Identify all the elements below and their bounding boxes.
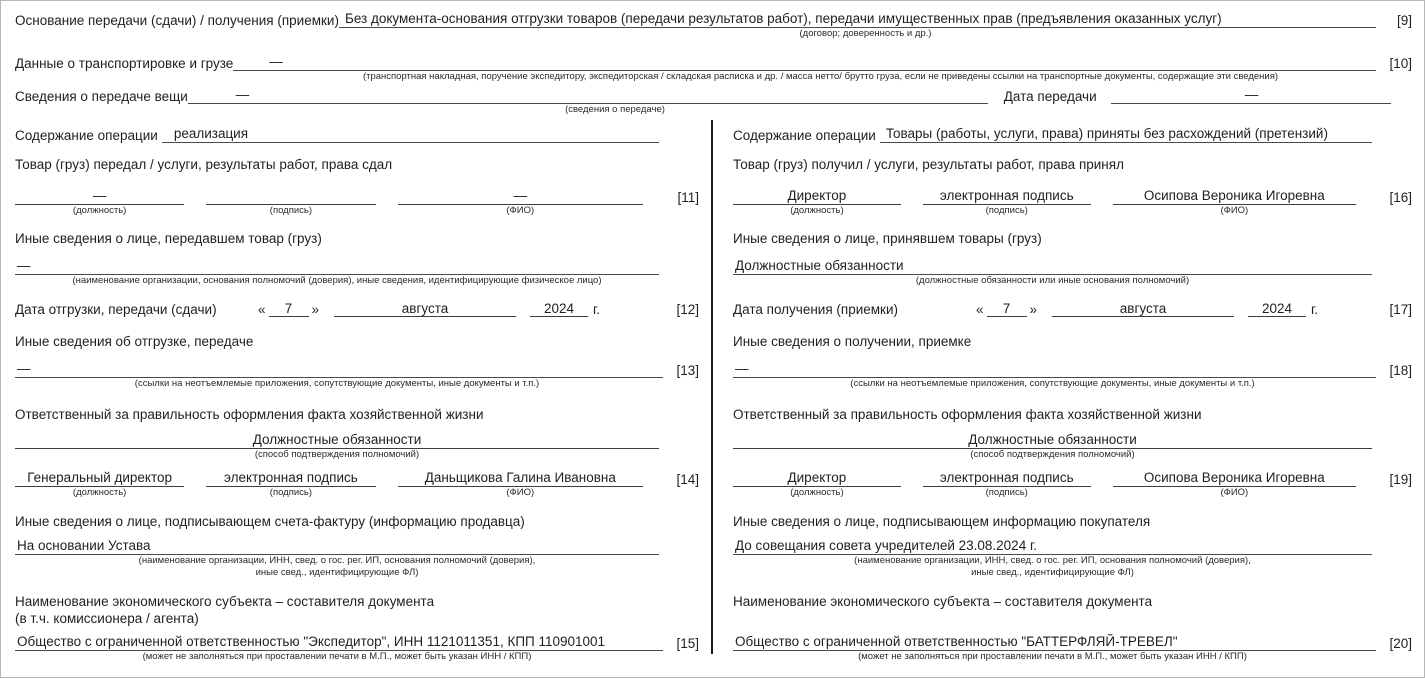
buyer-date-row: [733, 301, 1412, 317]
buyer-responsible-title: Ответственный за правильность оформления факта хозяйственной жизни: [733, 407, 1202, 422]
buyer-signer-value: До совещания совета учредителей 23.08.2024 г.: [733, 538, 1372, 555]
buyer-signer-caption-1: (наименование организации, ИНН, свед. о гос. рег. ИП, основания полномочий (доверия),: [854, 555, 1251, 566]
seller-entity-title: [15, 593, 699, 627]
position-caption: (должность): [72, 487, 127, 498]
buyer-other-info-row: [733, 361, 1412, 378]
buyer-other-info-caption: (ссылки на неотъемлемые приложения, сопутствующие документы, иные документы и т.п.): [850, 378, 1255, 389]
seller-operation-value: реализация: [162, 126, 659, 143]
seller-signer-caption-2: иные свед., идентифицирующие ФЛ): [255, 567, 419, 578]
name-caption: (ФИО): [1220, 205, 1249, 216]
buyer-handover-signature-row: [733, 188, 1412, 205]
caption-spacer: [1376, 28, 1412, 40]
seller-handover-title: Товар (груз) передал / услуги, результаты работ, права сдал: [15, 157, 393, 172]
buyer-responsible-position: Директор: [733, 470, 901, 487]
transfer-value-field: —: [188, 87, 988, 104]
buyer-handover-captions: [733, 205, 1412, 217]
seller-responsible-basis-value: Должностные обязанности: [15, 432, 659, 449]
seller-signer-caption-1: (наименование организации, ИНН, свед. о гос. рег. ИП, основания полномочий (доверия),: [138, 555, 536, 566]
ref-12: [12]: [676, 302, 699, 317]
seller-entity-title-line1: Наименование экономического субъекта – составителя документа: [15, 594, 435, 609]
buyer-signer-row: [733, 538, 1412, 555]
buyer-other-person-value: Должностные обязанности: [733, 258, 1372, 275]
caption-spacer: [1378, 205, 1412, 217]
seller-handover-signature-row: [15, 188, 699, 205]
buyer-handover-signature: электронная подпись: [923, 188, 1091, 205]
seller-other-person-row: [15, 258, 699, 275]
seller-handover-position: —: [15, 188, 184, 205]
buyer-handover-position: Директор: [733, 188, 901, 205]
seller-entity-value: Общество с ограниченной ответственностью "Экспедитор", ИНН 1121011351, КПП 110901001: [15, 634, 663, 651]
basis-caption: (договор; доверенность и др.): [799, 28, 932, 39]
ref-13: [13]: [676, 363, 699, 378]
seller-date-day: 7: [269, 301, 309, 317]
seller-signer-row: [15, 538, 699, 555]
transport-caption-row: [15, 71, 1412, 83]
ref-9: [9]: [1396, 13, 1412, 28]
buyer-handover-name: Осипова Вероника Игоревна: [1113, 188, 1356, 205]
caption-spacer: [15, 71, 265, 83]
signature-caption: (подпись): [985, 205, 1028, 216]
seller-signer-value: На основании Устава: [15, 538, 659, 555]
buyer-signer-title: Иные сведения о лице, подписывающем информацию покупателя: [733, 514, 1151, 529]
year-suffix: г.: [593, 302, 601, 317]
columns: [1, 120, 1424, 662]
seller-date-label: Дата отгрузки, передачи (сдачи): [15, 302, 217, 317]
buyer-date-day: 7: [987, 301, 1027, 317]
seller-date-year: 2024: [530, 301, 588, 317]
seller-entity-title-line2: (в т.ч. комиссионера / агента): [15, 611, 199, 626]
transport-row: [15, 54, 1412, 71]
ref-17: [17]: [1389, 302, 1412, 317]
buyer-entity-title: [733, 593, 1412, 627]
caption-spacer: [665, 487, 699, 499]
signature-caption: (подпись): [985, 487, 1028, 498]
ref-19: [19]: [1389, 472, 1412, 487]
buyer-date-year: 2024: [1248, 301, 1306, 317]
seller-other-info-title: Иные сведения об отгрузке, передаче: [15, 334, 254, 349]
buyer-other-person-caption: (должностные обязанности или иные основания полномочий): [915, 275, 1190, 286]
seller-responsible-signature-row: [15, 470, 699, 487]
buyer-operation-row: [733, 126, 1412, 143]
caption-spacer: [1376, 71, 1412, 83]
buyer-other-info-value: —: [733, 361, 1376, 378]
seller-responsible-position: Генеральный директор: [15, 470, 184, 487]
buyer-other-person-row: [733, 258, 1412, 275]
transfer-caption-row: [15, 104, 1412, 116]
seller-responsible-name: Даньщикова Галина Ивановна: [398, 470, 643, 487]
signature-caption: (подпись): [269, 487, 313, 498]
ref-10: [10]: [1389, 56, 1412, 71]
seller-responsible-signature: электронная подпись: [206, 470, 375, 487]
buyer-entity-caption: (может не заполняться при проставлении печати в М.П., может быть указан ИНН / КПП): [858, 651, 1247, 662]
basis-value-field: Без документа-основания отгрузки товаров (передачи результатов работ), передачи имущественных прав (предъявления оказанных услуг): [339, 11, 1376, 28]
buyer-entity-row: [733, 634, 1412, 651]
ref-14: [14]: [676, 472, 700, 487]
seller-other-info-caption: (ссылки на неотъемлемые приложения, сопутствующие документы, иные документы и т.п.): [134, 378, 540, 389]
buyer-responsible-signature: электронная подпись: [923, 470, 1091, 487]
year-suffix: г.: [1311, 302, 1319, 317]
quote-open: «: [976, 302, 984, 317]
buyer-other-info-title: Иные сведения о получении, приемке: [733, 334, 972, 349]
buyer-responsible-captions: [733, 487, 1412, 499]
caption-spacer: [15, 28, 355, 40]
transfer-date-label: Дата передачи: [1003, 89, 1097, 104]
position-caption: (должность): [790, 487, 844, 498]
transport-label: Данные о транспортировке и грузе: [15, 56, 234, 71]
signature-caption: (подпись): [269, 205, 313, 216]
basis-caption-row: [15, 28, 1412, 40]
quote-close: »: [311, 302, 320, 317]
seller-entity-row: [15, 634, 699, 651]
seller-entity-caption: (может не заполняться при проставлении печати в М.П., может быть указан ИНН / КПП): [142, 651, 532, 662]
seller-signer-title: Иные сведения о лице, подписывающем счета-фактуру (информацию продавца): [15, 514, 525, 529]
seller-other-person-title: Иные сведения о лице, передавшем товар (груз): [15, 231, 322, 246]
buyer-operation-label: Содержание операции: [733, 128, 876, 143]
seller-other-info-row: [15, 361, 699, 378]
buyer-responsible-signature-row: [733, 470, 1412, 487]
seller-other-person-value: —: [15, 258, 659, 275]
seller-handover-captions: [15, 205, 699, 217]
buyer-entity-value: Общество с ограниченной ответственностью "БАТТЕРФЛЯЙ-ТРЕВЕЛ": [733, 634, 1376, 651]
seller-operation-label: Содержание операции: [15, 128, 158, 143]
seller-operation-row: [15, 126, 699, 143]
ref-15: [15]: [676, 636, 699, 651]
ref-20: [20]: [1389, 636, 1412, 651]
name-caption: (ФИО): [1220, 487, 1249, 498]
buyer-responsible-name: Осипова Вероника Игоревна: [1113, 470, 1356, 487]
name-caption: (ФИО): [506, 205, 535, 216]
buyer-responsible-basis-value: Должностные обязанности: [733, 432, 1372, 449]
basis-label: Основание передачи (сдачи) / получения (приемки): [15, 13, 339, 28]
seller-date-month: августа: [334, 301, 516, 317]
ref-16: [16]: [1389, 190, 1412, 205]
position-caption: (должность): [790, 205, 844, 216]
seller-date-row: [15, 301, 699, 317]
seller-other-person-caption: (наименование организации, основания полномочий (доверия), иные сведения, идентифицирующие физическое лицо): [72, 275, 602, 286]
buyer-entity-title-line1: Наименование экономического субъекта – составителя документа: [733, 594, 1153, 609]
seller-responsible-title: Ответственный за правильность оформления факта хозяйственной жизни: [15, 407, 484, 422]
name-caption: (ФИО): [506, 487, 535, 498]
transport-value-field: —: [233, 54, 1376, 71]
buyer-responsible-basis-caption: (способ подтверждения полномочий): [970, 449, 1135, 460]
caption-spacer: [665, 205, 699, 217]
transfer-label: Сведения о передаче вещи: [15, 89, 188, 104]
buyer-signer-caption-2: иные свед., идентифицирующие ФЛ): [971, 567, 1134, 578]
quote-close: »: [1029, 302, 1038, 317]
seller-column: [1, 120, 711, 662]
caption-spacer: [15, 104, 215, 116]
transfer-caption: (сведения о передаче): [565, 104, 665, 115]
buyer-other-person-title: Иные сведения о лице, принявшем товары (груз): [733, 231, 1042, 246]
position-caption: (должность): [72, 205, 127, 216]
ref-11: [11]: [677, 190, 700, 205]
basis-row: [15, 11, 1412, 28]
top-section: [1, 1, 1424, 116]
transfer-date-field: —: [1111, 87, 1391, 104]
seller-responsible-basis-caption: (способ подтверждения полномочий): [254, 449, 420, 460]
buyer-handover-title: Товар (груз) получил / услуги, результаты работ, права принял: [733, 157, 1124, 172]
transport-caption: (транспортная накладная, поручение экспедитору, экспедиторская / складская расписка и др. / масса нетто/ брутто груза, если не приведены ссылки на транспортные документы, содержащие эти сведения): [362, 71, 1279, 82]
buyer-date-label: Дата получения (приемки): [733, 302, 898, 317]
quote-open: «: [258, 302, 266, 317]
buyer-column: [711, 120, 1424, 662]
caption-spacer: [1378, 487, 1412, 499]
buyer-operation-value: Товары (работы, услуги, права) приняты без расхождений (претензий): [880, 126, 1372, 143]
transfer-row: [15, 87, 1412, 104]
buyer-date-month: августа: [1052, 301, 1234, 317]
seller-other-info-value: —: [15, 361, 663, 378]
seller-handover-name: —: [398, 188, 643, 205]
ref-18: [18]: [1389, 363, 1412, 378]
seller-responsible-captions: [15, 487, 699, 499]
